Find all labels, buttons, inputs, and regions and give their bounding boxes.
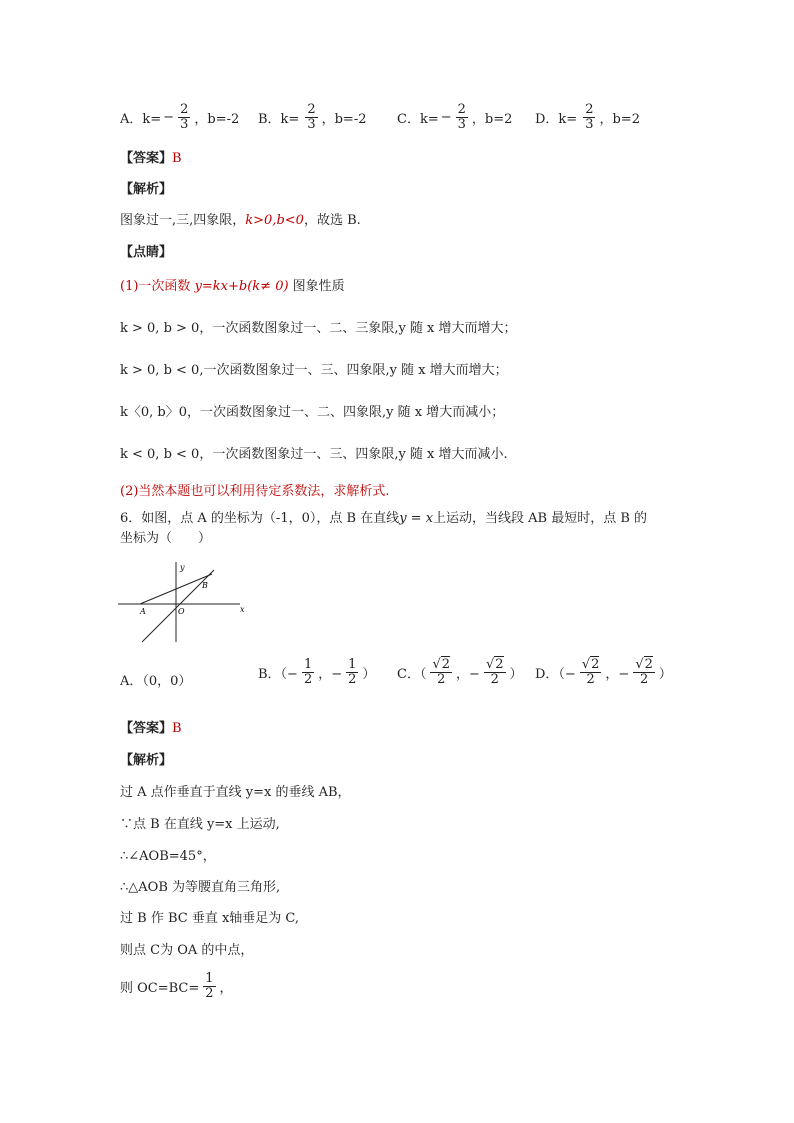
- q6-step-5: 过 B 作 BC 垂直 x轴垂足为 C,: [120, 911, 300, 926]
- q5-rule-1: k > 0, b > 0，一次函数图象过一、二、三象限,y 随 x 增大而增大；: [120, 321, 517, 336]
- q6-step-6: 则点 C为 OA 的中点，: [120, 943, 254, 958]
- q6-step-3: ∴∠AOB=45°，: [120, 849, 216, 864]
- q5-rule-3: k〈0, b〉0，一次函数图象过一、二、四象限,y 随 x 增大而减小；: [120, 405, 505, 420]
- q6-step-7: 则 OC=BC= $\frac{1}{2}$ ，: [120, 971, 233, 1002]
- q5-option-a[interactable]: [120, 103, 239, 133]
- option-label: D．k=: [535, 112, 578, 128]
- q5-tip-heading: 【点睛】: [120, 245, 173, 260]
- q5-tip-line1: (1)一次函数 y=kx+b(k≠ 0) 图象性质: [120, 279, 345, 294]
- option-fraction: $\frac{2}{3}$: [307, 102, 316, 133]
- label-x: x: [240, 605, 245, 614]
- option-label: A．k=: [120, 112, 162, 128]
- option-label: B．k=: [258, 112, 300, 128]
- q6-step-1: 过 A 点作垂直于直线 y=x 的垂线 AB，: [120, 785, 351, 800]
- option-tail: ，b=2: [599, 112, 640, 128]
- q6-step-4: ∴△AOB 为等腰直角三角形,: [120, 880, 281, 895]
- option-sign: −: [440, 110, 452, 126]
- q6-analysis-heading: 【解析】: [120, 753, 173, 768]
- q5-option-b[interactable]: [258, 103, 367, 133]
- label-y: y: [180, 563, 185, 572]
- q6-step-2: ∵点 B 在直线 y=x 上运动,: [120, 817, 280, 832]
- option-tail: ，b=2: [471, 112, 513, 128]
- option-tail: ，b=-2: [194, 112, 240, 128]
- q5-answer: [120, 147, 182, 166]
- q6-option-d[interactable]: D．（− $\frac{√2}{2}$ ，− $\frac{√2}{2}$ ）: [535, 657, 672, 688]
- label-a: A: [140, 607, 146, 616]
- q5-analysis-heading: 【解析】: [120, 182, 173, 197]
- q5-rule-2: k > 0, b < 0,一次函数图象过一、三、四象限,y 随 x 增大而增大；: [120, 363, 508, 378]
- q6-option-b[interactable]: B．（− $\frac{1}{2}$ ，− $\frac{1}{2}$ ）: [258, 657, 376, 688]
- q6-option-a[interactable]: A．（0，0）: [120, 674, 192, 689]
- q5-tip-line2: (2)当然本题也可以利用待定系数法，求解析式.: [120, 484, 390, 499]
- q6-option-c[interactable]: C．（ $\frac{√2}{2}$ ，− $\frac{√2}{2}$ ）: [397, 657, 523, 688]
- q5-rule-4: k < 0, b < 0，一次函数图象过一、三、四象限,y 随 x 增大而减小.: [120, 447, 508, 462]
- option-fraction: $\frac{2}{3}$: [457, 102, 466, 133]
- option-sign: −: [163, 110, 175, 126]
- option-label: C．k=: [397, 112, 439, 128]
- q6-stem-line1: 6．如图，点 A 的坐标为（-1，0），点 B 在直线y = x上运动，当线段 AB 最短时，点 B 的: [120, 511, 648, 526]
- option-fraction: $\frac{2}{3}$: [180, 102, 189, 133]
- q5-options-row: [120, 103, 239, 133]
- q5-option-c[interactable]: [397, 103, 512, 133]
- q6-stem-line2: 坐标为（ ）: [120, 531, 212, 546]
- answer-value: B: [172, 151, 182, 166]
- option-tail: ，b=-2: [321, 112, 367, 128]
- q6-figure: [118, 560, 248, 644]
- label-o: O: [178, 607, 185, 616]
- label-b: B: [202, 581, 208, 590]
- q5-option-d[interactable]: [535, 103, 640, 133]
- q6-answer: 【答案】B: [120, 721, 182, 736]
- q5-analysis-text: 图象过一,三,四象限，k>0,b<0，故选 B.: [120, 213, 361, 228]
- answer-tag: 【答案】: [120, 151, 173, 166]
- option-fraction: $\frac{2}{3}$: [585, 102, 594, 133]
